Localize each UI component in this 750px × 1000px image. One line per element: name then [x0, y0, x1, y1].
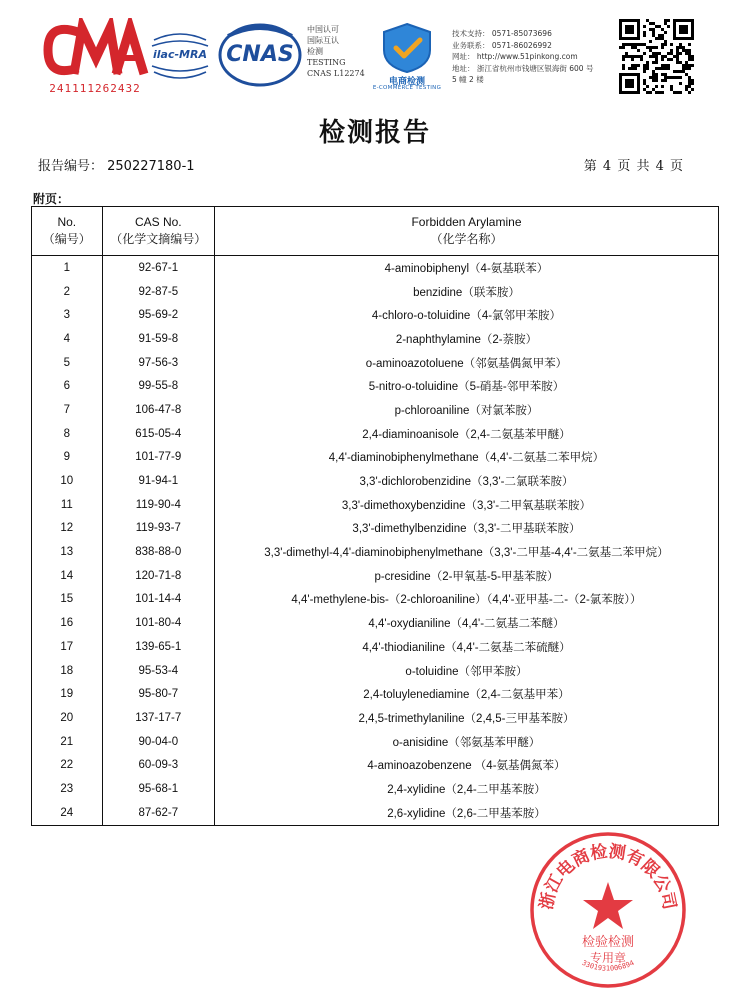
cell-name: 5-nitro-o-toluidine（5-硝基-邻甲苯胺）: [214, 374, 718, 398]
company-seal: [528, 830, 688, 990]
shield-check-icon: [372, 20, 442, 74]
table-row: [32, 706, 719, 730]
cell-no: 6: [32, 374, 103, 398]
qr-code: [619, 19, 694, 94]
ec-badge-title: 电商检测: [388, 77, 425, 87]
cell-no: 12: [32, 517, 103, 541]
cell-cas: 87-62-7: [102, 801, 214, 825]
cell-no: 10: [32, 469, 103, 493]
table-row: [32, 469, 719, 493]
support-phone: 技术支持： 0571-85073696: [452, 29, 552, 38]
cell-no: 17: [32, 635, 103, 659]
cell-cas: 838-88-0: [102, 540, 214, 564]
cell-name: benzidine（联苯胺）: [214, 280, 718, 304]
cell-cas: 91-59-8: [102, 327, 214, 351]
cell-cas: 99-55-8: [102, 374, 214, 398]
cell-cas: 139-65-1: [102, 635, 214, 659]
header-name-en: Forbidden Arylamine: [411, 215, 522, 229]
cell-no: 11: [32, 493, 103, 517]
table-row: [32, 351, 719, 375]
cell-no: 9: [32, 446, 103, 470]
cell-no: 18: [32, 659, 103, 683]
cell-no: 20: [32, 706, 103, 730]
arylamine-table: [31, 206, 719, 826]
cell-name: 2,6-xylidine（2,6-二甲基苯胺）: [214, 801, 718, 825]
cell-no: 4: [32, 327, 103, 351]
cell-name: 2,4-toluylenediamine（2,4-二氨基甲苯）: [214, 682, 718, 706]
cell-name: 3,3'-dimethylbenzidine（3,3'-二甲基联苯胺）: [214, 517, 718, 541]
table-row: [32, 730, 719, 754]
cma-number: 241111262432: [49, 82, 141, 95]
table-row: [32, 256, 719, 280]
cell-name: 4-aminobiphenyl（4-氨基联苯）: [214, 256, 718, 280]
cell-cas: 119-90-4: [102, 493, 214, 517]
cell-no: 13: [32, 540, 103, 564]
cell-cas: 101-77-9: [102, 446, 214, 470]
table-row: [32, 801, 719, 825]
seal-center-text-1: 检验检测: [581, 935, 635, 950]
cell-name: 2,4-diaminoanisole（2,4-二氨基苯甲醚）: [214, 422, 718, 446]
cell-cas: 60-09-3: [102, 753, 214, 777]
table-row: [32, 564, 719, 588]
table-row: [32, 374, 719, 398]
cell-name: 3,3'-dichlorobenzidine（3,3'-二氯联苯胺）: [214, 469, 718, 493]
cell-no: 16: [32, 611, 103, 635]
table-row: [32, 446, 719, 470]
page-title: 检测报告: [318, 118, 431, 148]
ilac-mra-label: ilac-MRA: [153, 48, 207, 61]
table: [31, 206, 719, 826]
cnas-line: 检测: [307, 47, 323, 56]
cell-cas: 101-14-4: [102, 588, 214, 612]
cell-no: 22: [32, 753, 103, 777]
cell-no: 21: [32, 730, 103, 754]
page-indicator: 第 4 页 共 4 页: [583, 159, 684, 174]
seal-stamp-icon: [528, 830, 688, 990]
appendix-label: 附页：: [33, 192, 70, 206]
ilac-mra-logo: [148, 26, 212, 86]
table-row: [32, 280, 719, 304]
table-row: [32, 422, 719, 446]
cell-name: 2,4,5-trimethylaniline（2,4,5-三甲基苯胺）: [214, 706, 718, 730]
address-line-2: 5 幢 2 楼: [452, 75, 484, 84]
cell-name: 4,4'-oxydianiline（4,4'-二氨基二苯醚）: [214, 611, 718, 635]
cell-cas: 97-56-3: [102, 351, 214, 375]
cell-cas: 615-05-4: [102, 422, 214, 446]
cell-no: 7: [32, 398, 103, 422]
table-row: [32, 327, 719, 351]
header-name-zh: （化学名称）: [430, 232, 503, 246]
cell-cas: 137-17-7: [102, 706, 214, 730]
cell-no: 23: [32, 777, 103, 801]
cell-name: p-chloroaniline（对氯苯胺）: [214, 398, 718, 422]
seal-number: 3301931006894: [580, 958, 636, 973]
table-row: [32, 611, 719, 635]
header-cas-zh: （化学文摘编号）: [110, 232, 207, 246]
table-row: [32, 517, 719, 541]
cell-no: 24: [32, 801, 103, 825]
table-row: [32, 303, 719, 327]
cnas-accreditation-text: [307, 24, 369, 79]
table-row: [32, 659, 719, 683]
cell-name: 4,4'-methylene-bis-（2-chloroaniline）（4,4'-亚甲基-二-（2-氯苯胺））: [214, 588, 718, 612]
cell-name: 4,4'-thiodianiline（4,4'-二氨基二苯硫醚）: [214, 635, 718, 659]
table-header-row: [32, 207, 719, 256]
cell-cas: 106-47-8: [102, 398, 214, 422]
cell-name: p-cresidine（2-甲氧基-5-甲基苯胺）: [214, 564, 718, 588]
contact-info: [452, 28, 612, 86]
qr-code-icon: [619, 19, 694, 94]
cell-no: 2: [32, 280, 103, 304]
cell-cas: 120-71-8: [102, 564, 214, 588]
table-row: [32, 493, 719, 517]
cell-name: o-anisidine（邻氨基苯甲醚）: [214, 730, 718, 754]
header-name: [214, 207, 718, 256]
cell-cas: 90-04-0: [102, 730, 214, 754]
cell-cas: 92-67-1: [102, 256, 214, 280]
table-body: [32, 256, 719, 826]
cell-no: 19: [32, 682, 103, 706]
table-row: [32, 540, 719, 564]
seal-center-text-2: 专用章: [589, 951, 627, 965]
cell-name: 4-aminoazobenzene （4-氨基偶氮苯）: [214, 753, 718, 777]
cma-mark-icon: [40, 18, 150, 82]
cell-cas: 95-68-1: [102, 777, 214, 801]
cell-no: 1: [32, 256, 103, 280]
cma-logo: [40, 18, 150, 98]
cell-name: 2-naphthylamine（2-萘胺）: [214, 327, 718, 351]
header-no-zh: （编号）: [42, 232, 91, 246]
seal-ring-text: 浙江电商检测有限公司: [536, 841, 680, 912]
cnas-line: 中国认可: [307, 25, 339, 34]
table-row: [32, 753, 719, 777]
cell-cas: 119-93-7: [102, 517, 214, 541]
cnas-label: CNAS: [226, 42, 294, 67]
cell-cas: 101-80-4: [102, 611, 214, 635]
header-no-en: No.: [57, 215, 77, 229]
cell-name: 4,4'-diaminobiphenylmethane（4,4'-二氨基二苯甲烷）: [214, 446, 718, 470]
cell-no: 14: [32, 564, 103, 588]
cell-name: o-aminoazotoluene（邻氨基偶氮甲苯）: [214, 351, 718, 375]
header-cas-en: CAS No.: [134, 215, 182, 229]
table-row: [32, 398, 719, 422]
website: 网址： http://www.51pinkong.com: [452, 52, 578, 61]
cell-name: o-toluidine（邻甲苯胺）: [214, 659, 718, 683]
cnas-line: TESTING: [307, 58, 346, 67]
cell-cas: 91-94-1: [102, 469, 214, 493]
cell-no: 8: [32, 422, 103, 446]
cell-no: 3: [32, 303, 103, 327]
table-row: [32, 588, 719, 612]
ecommerce-testing-badge: [372, 20, 442, 94]
cell-name: 3,3'-dimethoxybenzidine（3,3'-二甲氧基联苯胺）: [214, 493, 718, 517]
cell-no: 15: [32, 588, 103, 612]
cell-cas: 95-53-4: [102, 659, 214, 683]
cell-cas: 92-87-5: [102, 280, 214, 304]
cell-name: 2,4-xylidine（2,4-二甲基苯胺）: [214, 777, 718, 801]
header-no: [32, 207, 103, 256]
address-line-1: 地址： 浙江省杭州市钱塘区银海街 600 号: [452, 63, 594, 73]
header-cas: [102, 207, 214, 256]
cell-cas: 95-69-2: [102, 303, 214, 327]
seal-star-icon: [583, 882, 633, 929]
table-row: [32, 777, 719, 801]
table-row: [32, 635, 719, 659]
ec-badge-subtitle: E-COMMERCE TESTING: [372, 85, 442, 91]
business-phone: 业务联系： 0571-86026992: [452, 40, 552, 50]
cnas-line: CNAS L12274: [307, 69, 365, 78]
cnas-logo: [218, 22, 302, 88]
cell-name: 3,3'-dimethyl-4,4'-diaminobiphenylmethane（3,3'-二甲基-4,4'-二氨基二苯甲烷）: [214, 540, 718, 564]
report-number: 报告编号： 250227180-1: [38, 159, 195, 174]
cell-name: 4-chloro-o-toluidine（4-氯邻甲苯胺）: [214, 303, 718, 327]
table-row: [32, 682, 719, 706]
cell-no: 5: [32, 351, 103, 375]
cell-cas: 95-80-7: [102, 682, 214, 706]
cnas-line: 国际互认: [307, 36, 339, 45]
